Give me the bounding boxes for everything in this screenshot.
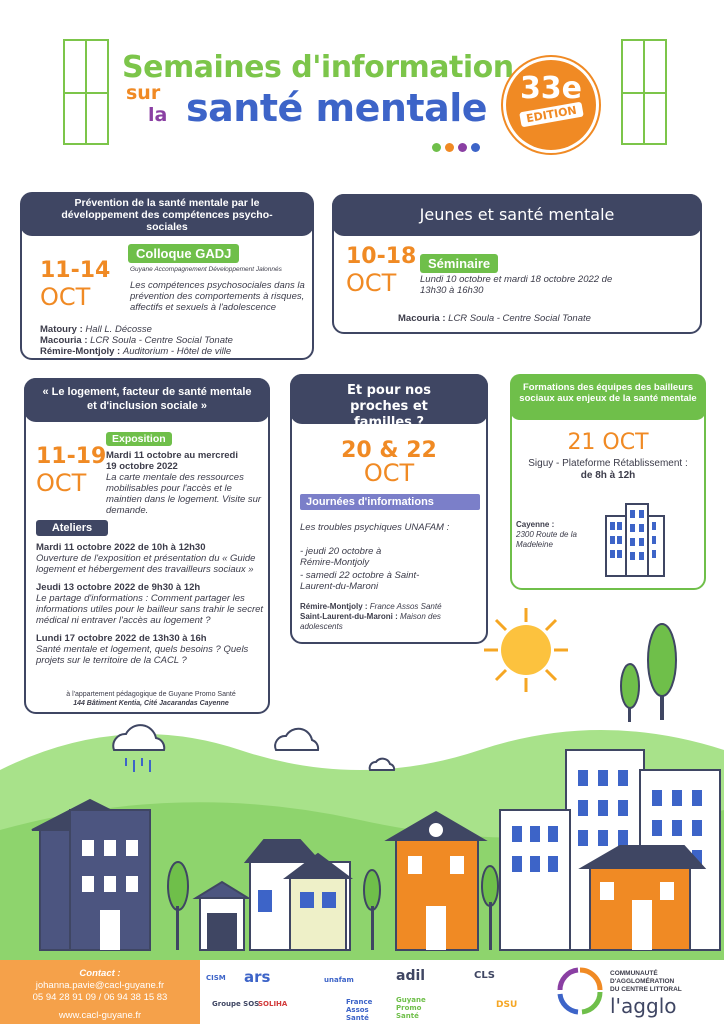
card-prevention-places xyxy=(40,324,310,357)
card-logement-footer: à l'appartement pédagogique de Guyane Promo Santé 144 Bâtiment Kentia, Cité Jacarandas Cayenne xyxy=(66,691,236,707)
color-dots xyxy=(432,143,480,152)
place-row: Rémire-Montjoly : France Assos Santé xyxy=(300,602,442,611)
date-month: OCT xyxy=(363,459,415,487)
card-jeunes-date xyxy=(346,244,416,297)
date-month: OCT xyxy=(40,283,91,311)
place-row: Matoury : Hall L. Décosse xyxy=(40,324,152,335)
landscape-illustration xyxy=(0,600,724,960)
edition-badge xyxy=(506,60,596,150)
window-left-icon xyxy=(62,38,110,146)
contact-phones: 05 94 28 91 09 / 06 94 38 15 83 xyxy=(32,992,168,1003)
date-days: 11-14 xyxy=(40,258,111,283)
date-month: OCT xyxy=(36,469,87,497)
atelier-item: Jeudi 13 octobre 2022 de 9h30 à 12h Le partage d'informations : Comment partager les informations utiles pour le bailleur sans trahir le secret médical ni entraver l'accès au logement ? xyxy=(36,582,264,626)
atelier-item: Lundi 17 octobre 2022 de 13h30 à 16h Santé mentale et logement, quels besoins ? Quels projets sur le territoire de la CACL ? xyxy=(36,633,249,666)
card-prevention-date xyxy=(40,258,110,311)
tag-colloque: Colloque GADJ xyxy=(128,244,239,263)
partner-logo: adil xyxy=(396,968,426,984)
partner-logo: Guyane Promo Santé xyxy=(396,996,426,1020)
place-row: Rémire-Montjoly : Auditorium - Hôtel de ville xyxy=(40,346,232,357)
card-logement-date xyxy=(36,444,106,497)
expo-description: La carte mentale des ressources mobilisables pour l'accès et le maintien dans le logement. Visite sur demande. xyxy=(106,472,262,516)
ateliers-label: Ateliers xyxy=(36,520,108,536)
title-la: la xyxy=(148,104,168,126)
formations-address: Cayenne : 2300 Route de la Madeleine xyxy=(516,520,577,549)
partner-logo: France Assos Santé xyxy=(346,998,373,1022)
card-formations-date: 21 OCT xyxy=(567,430,649,455)
partner-logos xyxy=(200,960,724,1024)
agglo-logo-icon xyxy=(556,966,604,1018)
title-sur: sur xyxy=(126,82,161,104)
tag-exposition: Exposition xyxy=(106,432,172,446)
badge-number: 33e xyxy=(519,71,583,106)
window-right-icon xyxy=(620,38,668,146)
partner-logo: CLS xyxy=(474,970,495,981)
partner-logo: ars xyxy=(244,968,271,986)
expo-dates: Mardi 11 octobre au mercredi 19 octobre 2022 xyxy=(106,450,238,472)
date-month: OCT xyxy=(346,269,397,297)
building-icon xyxy=(604,502,666,578)
place-row: Saint-Laurent-du-Maroni : Maison des adolescents xyxy=(300,612,441,631)
date-days: 10-18 xyxy=(346,244,417,269)
card-logement-title: « Le logement, facteur de santé mentale et d'inclusion sociale » xyxy=(24,378,270,422)
date-days: 11-19 xyxy=(36,444,107,469)
seminaire-description: Lundi 10 octobre et mardi 18 octobre 2022 de 13h30 à 16h30 xyxy=(420,274,613,296)
colloque-subtitle: Guyane Accompagnement Développement Jalonnés xyxy=(130,266,282,273)
dot-purple xyxy=(458,143,467,152)
date-days: 20 & 22 xyxy=(341,438,437,463)
badge-edition: EDITION xyxy=(519,102,584,128)
journees-item: - jeudi 20 octobre à Rémire-Montjoly xyxy=(300,546,382,568)
card-formations-title: Formations des équipes des bailleurs sociaux aux enjeux de la santé mentale xyxy=(510,374,706,420)
card-proches-title: Et pour nos proches et familles ? xyxy=(290,374,488,424)
contact-box xyxy=(0,960,200,1024)
card-prevention-title: Prévention de la santé mentale par le développement des compétences psycho-sociales xyxy=(20,192,314,236)
card-jeunes-title: Jeunes et santé mentale xyxy=(332,194,702,236)
place-row: Macouria : LCR Soula - Centre Social Tonate xyxy=(40,335,233,346)
contact-email[interactable]: johanna.pavie@cacl-guyane.fr xyxy=(35,980,165,991)
title-line2: santé mentale xyxy=(186,86,488,130)
card-proches-date xyxy=(290,438,488,487)
dot-blue xyxy=(471,143,480,152)
contact-label: Contact : xyxy=(79,968,121,979)
title-line1: Semaines d'information xyxy=(122,50,514,85)
tag-journees: Journées d'informations xyxy=(300,494,480,510)
partner-logo: SOLIHA xyxy=(258,1000,288,1008)
atelier-item: Mardi 11 octobre 2022 de 10h à 12h30 Ouverture de l'exposition et présentation du « Guide logement et hébergement des travailleurs sociaux » xyxy=(36,542,256,575)
agglo-text: COMMUNAUTÉ D'AGGLOMÉRATION DU CENTRE LITTORAL l'agglo xyxy=(610,970,682,1018)
colloque-description: Les compétences psychosociales dans la prévention des comportements à risques, affectifs et sexuels à l'adolescence xyxy=(130,280,305,313)
partner-logo: CISM xyxy=(206,974,226,982)
dot-green xyxy=(432,143,441,152)
tag-seminaire: Séminaire xyxy=(420,254,498,273)
partner-logo: DSU xyxy=(496,1000,518,1010)
card-jeunes-place: Macouria : LCR Soula - Centre Social Tonate xyxy=(398,313,591,324)
journees-item: - samedi 22 octobre à Saint-Laurent-du-Maroni xyxy=(300,570,420,592)
partner-logo: Groupe SOS xyxy=(212,1000,260,1008)
journees-intro: Les troubles psychiques UNAFAM : xyxy=(300,522,450,533)
partner-logo: unafam xyxy=(324,976,354,984)
formations-location: Siguy - Plateforme Rétablissement : de 8h à 12h xyxy=(528,458,688,481)
contact-website[interactable]: www.cacl-guyane.fr xyxy=(58,1010,142,1021)
dot-orange xyxy=(445,143,454,152)
